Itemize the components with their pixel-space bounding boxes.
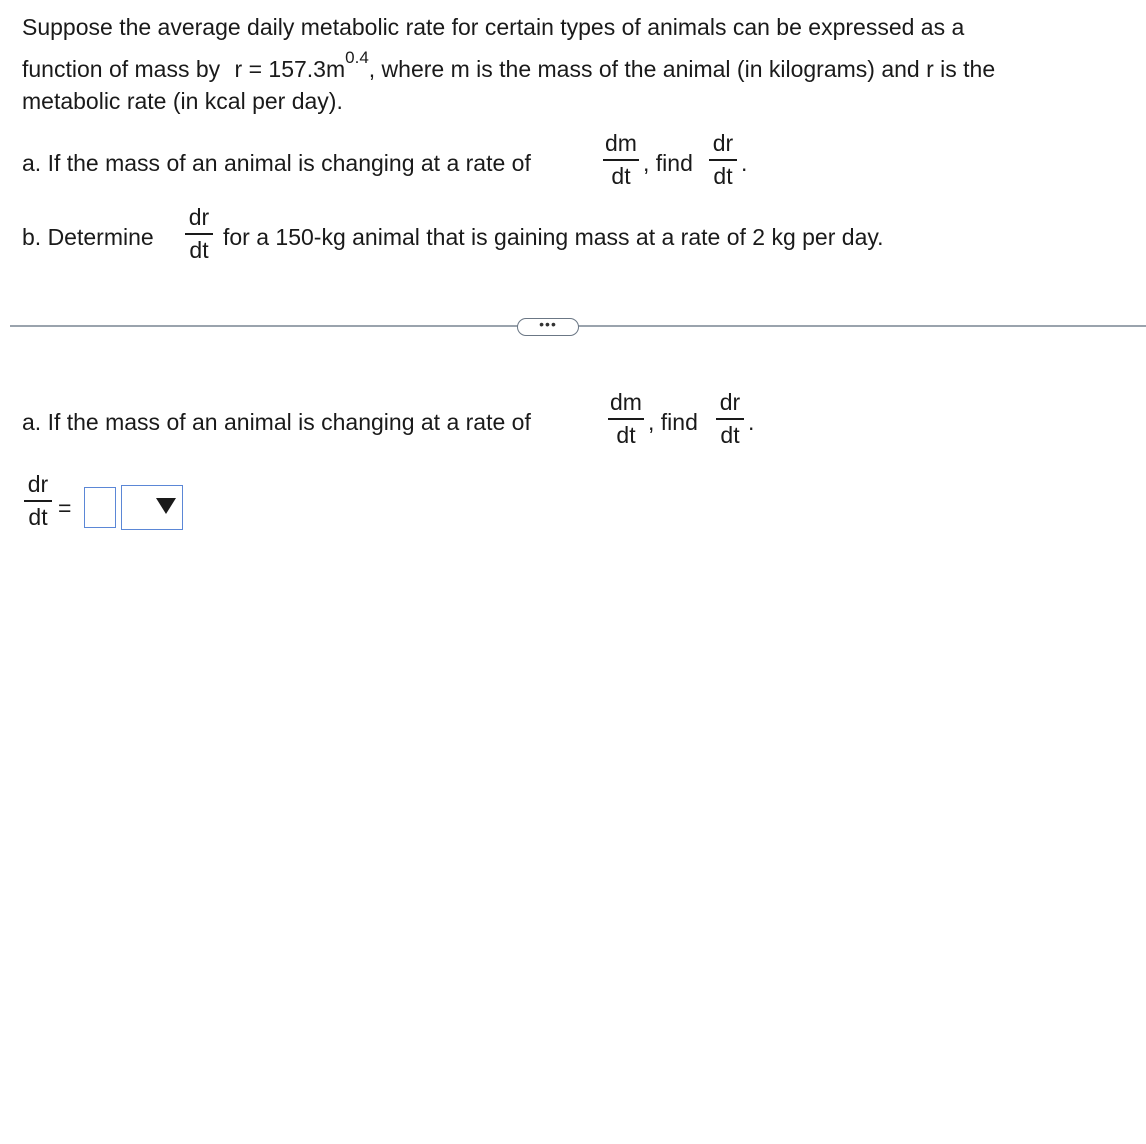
- answer-part-a-find: , find: [648, 409, 698, 435]
- fraction-bar: [709, 159, 737, 161]
- problem-intro-line3: metabolic rate (in kcal per day).: [22, 88, 343, 114]
- fraction-denominator: dt: [713, 162, 733, 189]
- fraction-dr-dt: [22, 472, 54, 529]
- unit-dropdown[interactable]: [121, 485, 183, 530]
- fraction-denominator: dt: [189, 236, 209, 263]
- fraction-dr-dt: [714, 390, 746, 447]
- fraction-denominator: dt: [611, 162, 631, 189]
- fraction-dm-dt: [606, 390, 646, 447]
- fraction-denominator: dt: [616, 421, 636, 448]
- fraction-denominator: dt: [28, 503, 48, 530]
- fraction-numerator: dr: [188, 204, 210, 230]
- fraction-bar: [24, 500, 52, 502]
- fraction-numerator: dr: [719, 389, 741, 415]
- equals-sign: =: [58, 495, 72, 521]
- part-b-text: b. Determine: [22, 224, 154, 250]
- part-a-text: a. If the mass of an animal is changing at a rate of: [22, 150, 531, 176]
- answer-part-a-period: .: [748, 409, 755, 435]
- fraction-bar: [185, 233, 213, 235]
- fraction-denominator: dt: [720, 421, 740, 448]
- fraction-dr-dt: [183, 205, 215, 262]
- part-a-period: .: [741, 150, 748, 176]
- part-b-rest: for a 150-kg animal that is gaining mass at a rate of 2 kg per day.: [223, 224, 884, 250]
- fraction-dr-dt: [707, 131, 739, 188]
- formula-base: r = 157.3m: [234, 56, 346, 82]
- answer-part-a-text: a. If the mass of an animal is changing at a rate of: [22, 409, 531, 435]
- problem-intro-line2: [22, 48, 996, 87]
- fraction-numerator: dm: [605, 130, 637, 156]
- expand-more-button[interactable]: •••: [517, 318, 579, 336]
- answer-input[interactable]: [84, 487, 116, 528]
- formula: [234, 48, 369, 82]
- fraction-bar: [608, 418, 644, 420]
- fraction-bar: [603, 159, 639, 161]
- fraction-bar: [716, 418, 744, 420]
- fraction-dm-dt: [601, 131, 641, 188]
- dropdown-arrow-icon: [156, 498, 176, 514]
- fraction-numerator: dr: [27, 471, 49, 497]
- part-a-find: , find: [643, 150, 693, 176]
- problem-intro-line1: Suppose the average daily metabolic rate for certain types of animals can be expressed as a: [22, 14, 965, 40]
- intro-line2-pre: function of mass by: [22, 56, 221, 82]
- formula-exponent: 0.4: [345, 48, 369, 67]
- fraction-numerator: dr: [712, 130, 734, 156]
- fraction-numerator: dm: [610, 389, 642, 415]
- intro-line2-post: , where m is the mass of the animal (in kilograms) and r is the: [368, 56, 996, 82]
